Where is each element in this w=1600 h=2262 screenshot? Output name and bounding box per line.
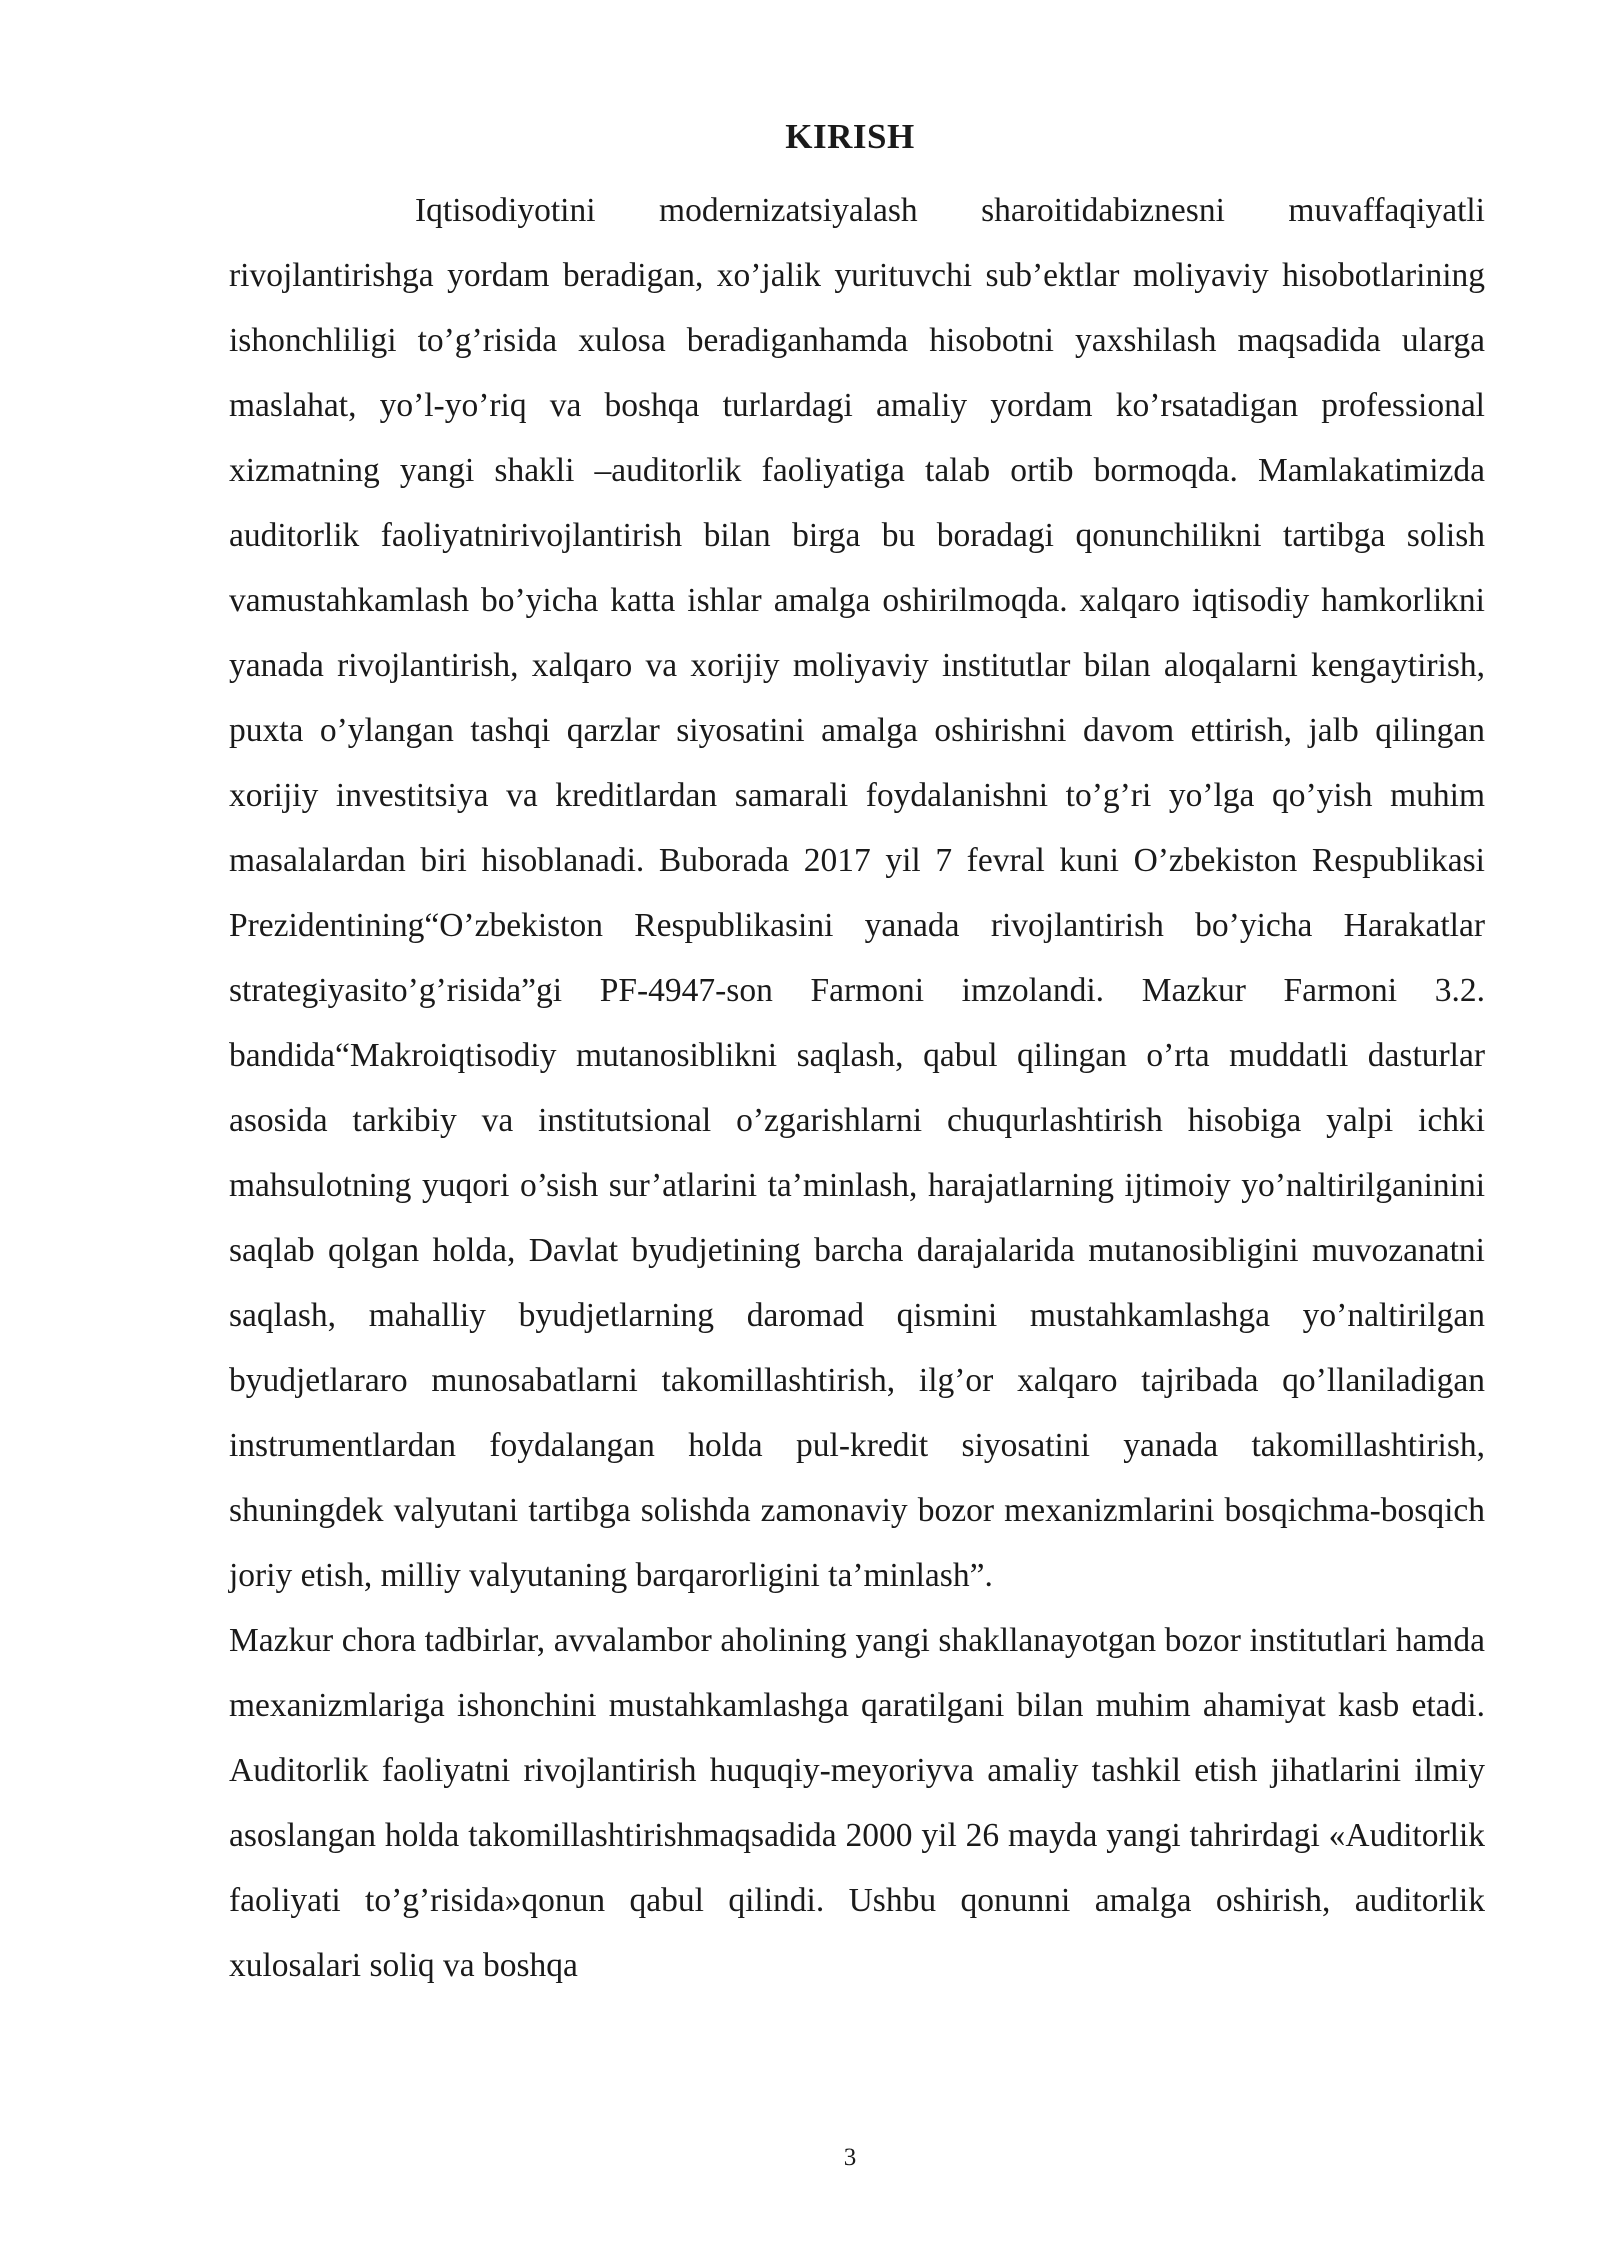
page-number: 3 <box>843 2144 857 2171</box>
document-body <box>229 178 1485 1998</box>
paragraph-measures: Mazkur chora tadbirlar, avvalambor aholining yangi shakllanayotgan bozor institutlari hamda mexanizmlariga ishonchini mustahkamlashga qaratilgani bilan muhim ahamiyat kasb etadi. Auditorlik faoliyatni rivojlantirish huquqiy-meyoriyva amaliy tashkil etish jihatlarini ilmiy asoslangan holda takomillashtirishmaqsadida 2000 yil 26 mayda yangi tahrirdagi «Auditorlik faoliyati to’g’risida»qonun qabul qilindi. Ushbu qonunni amalga oshirish, auditorlik xulosalari soliq va boshqa <box>229 1622 1485 1984</box>
page-title: KIRISH <box>785 117 915 156</box>
paragraph-intro: Iqtisodiyotini modernizatsiyalash sharoitidabiznesni muvaffaqiyatli rivojlantirishga yordam beradigan, xo’jalik yurituvchi sub’ektlar moliyaviy hisobotlarining ishonchliligi to’g’risida xulosa beradiganhamda hisobotni yaxshilash maqsadida ularga maslahat, yo’l-yo’riq va boshqa turlardagi amaliy yordam ko’rsatadigan professional xizmatning yangi shakli –auditorlik faoliyatiga talab ortib bormoqda. Mamlakatimizda auditorlik faoliyatnirivojlantirish bilan birga bu boradagi qonunchilikni tartibga solish vamustahkamlash bo’yicha katta ishlar amalga oshirilmoqda. xalqaro iqtisodiy hamkorlikni yanada rivojlantirish, xalqaro va xorijiy moliyaviy institutlar bilan aloqalarni kengaytirish, puxta o’ylangan tashqi qarzlar siyosatini amalga oshirishni davom ettirish, jalb qilingan xorijiy investitsiya va kreditlardan samarali foydalanishni to’g’ri yo’lga qo’yish muhim masalalardan biri hisoblanadi. Buborada 2017 yil 7 fevral kuni O’zbekiston Respublikasi Prezidentining“O’zbekiston Respublikasini yanada rivojlantirish bo’yicha Harakatlar strategiyasito’g’risida”gi PF-4947-son Farmoni imzolandi. Mazkur Farmoni 3.2. bandida“Makroiqtisodiy mutanosiblikni saqlash, qabul qilingan o’rta muddatli dasturlar asosida tarkibiy va institutsional o’zgarishlarni chuqurlashtirish hisobiga yalpi ichki mahsulotning yuqori o’sish sur’atlarini ta’minlash, harajatlarning ijtimoiy yo’naltirilganinini saqlab qolgan holda, Davlat byudjetining barcha darajalarida mutanosibligini muvozanatni saqlash, mahalliy byudjetlarning daromad qismini mustahkamlashga yo’naltirilgan byudjetlararo munosabatlarni takomillashtirish, ilg’or xalqaro tajribada qo’llaniladigan instrumentlardan foydalangan holda pul-kredit siyosatini yanada takomillashtirish, shuningdek valyutani tartibga solishda zamonaviy bozor mexanizmlarini bosqichma-bosqich joriy etish, milliy valyutaning barqarorligini ta’minlash”. <box>229 192 1485 1594</box>
